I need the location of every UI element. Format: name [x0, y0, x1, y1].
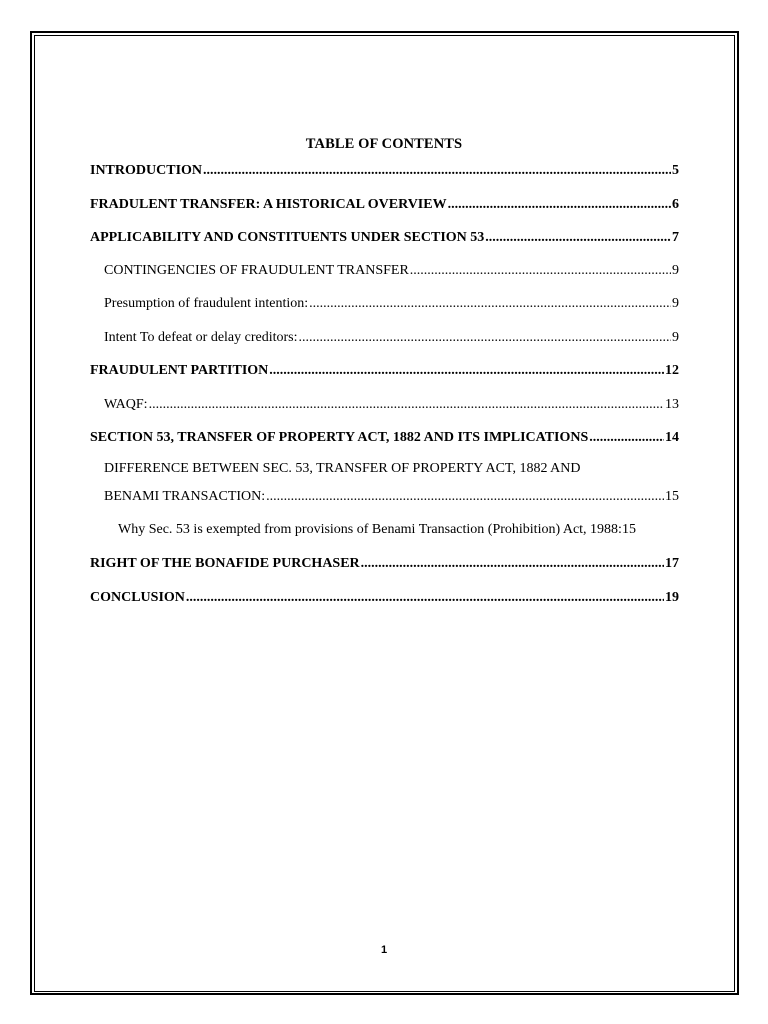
toc-entry-label: BENAMI TRANSACTION: [104, 489, 266, 504]
toc-leader-dots [299, 329, 671, 347]
toc-entry-conclusion[interactable] [90, 589, 679, 607]
toc-entry-page: 7 [672, 230, 679, 245]
toc-entry-applicability[interactable] [90, 229, 679, 247]
toc-entry-why-sec-53-exempted[interactable] [118, 521, 679, 539]
toc-entry-bonafide-purchaser[interactable] [90, 555, 679, 573]
toc-entry-page: 9 [672, 263, 679, 278]
toc-entry-page: 15 [621, 522, 636, 537]
toc-entry-contingencies[interactable] [104, 262, 679, 280]
toc-entry-page: 5 [672, 163, 679, 178]
toc-entry-label: Presumption of fraudulent intention: [104, 296, 309, 311]
toc-leader-dots [269, 362, 664, 380]
toc-entry-label: Why Sec. 53 is exempted from provisions of Benami Transaction (Prohibition) Act, 1988: [118, 522, 622, 537]
toc-leader-dots [266, 488, 664, 506]
toc-entry-label: APPLICABILITY AND CONSTITUENTS UNDER SECTION 53 [90, 230, 485, 245]
toc-entry-page: 12 [665, 363, 679, 378]
toc-entry-page: 19 [665, 590, 679, 605]
toc-entry-historical-overview[interactable] [90, 196, 679, 214]
toc-leader-dots [309, 295, 671, 313]
toc-leader-dots [485, 229, 671, 247]
toc-entry-waqf[interactable] [104, 396, 679, 414]
toc-entry-label: WAQF: [104, 397, 148, 412]
toc-leader-dots [186, 589, 664, 607]
toc-entry-introduction[interactable] [90, 162, 679, 180]
toc-entry-page: 15 [665, 489, 679, 504]
toc-entry-page: 17 [665, 556, 679, 571]
toc-entry-page: 9 [672, 296, 679, 311]
toc-entry-section-53-implications[interactable] [90, 429, 679, 447]
toc-entry-label: CONTINGENCIES OF FRAUDULENT TRANSFER [104, 263, 409, 278]
toc-entry-page: 6 [672, 197, 679, 212]
toc-entry-page: 9 [672, 330, 679, 345]
toc-entry-benami-transaction[interactable] [104, 488, 679, 506]
toc-entry-label: Intent To defeat or delay creditors: [104, 330, 298, 345]
toc-entry-fraudulent-partition[interactable] [90, 362, 679, 380]
toc-entry-label: FRAUDULENT PARTITION [90, 363, 269, 378]
toc-entry-label: SECTION 53, TRANSFER OF PROPERTY ACT, 1882 AND ITS IMPLICATIONS [90, 430, 589, 445]
page-number: 1 [380, 944, 388, 956]
toc-leader-dots [203, 162, 671, 180]
toc-entry-label: CONCLUSION [90, 590, 185, 605]
toc-leader-dots [361, 555, 664, 573]
toc-entry-intent[interactable] [104, 329, 679, 347]
toc-leader-dots [410, 262, 671, 280]
toc-entry-difference-line1[interactable]: DIFFERENCE BETWEEN SEC. 53, TRANSFER OF PROPERTY ACT, 1882 AND [104, 461, 581, 476]
toc-entry-label: RIGHT OF THE BONAFIDE PURCHASER [90, 556, 360, 571]
toc-entry-page: 13 [665, 397, 679, 412]
toc-leader-dots [448, 196, 671, 214]
toc-entry-label: INTRODUCTION [90, 163, 203, 178]
toc-leader-dots [149, 396, 664, 414]
toc-title: TABLE OF CONTENTS [305, 136, 463, 152]
toc-entry-page: 14 [665, 430, 679, 445]
toc-entry-label: FRADULENT TRANSFER: A HISTORICAL OVERVIEW [90, 197, 447, 212]
toc-leader-dots [589, 429, 664, 447]
toc-entry-presumption[interactable] [104, 295, 679, 313]
